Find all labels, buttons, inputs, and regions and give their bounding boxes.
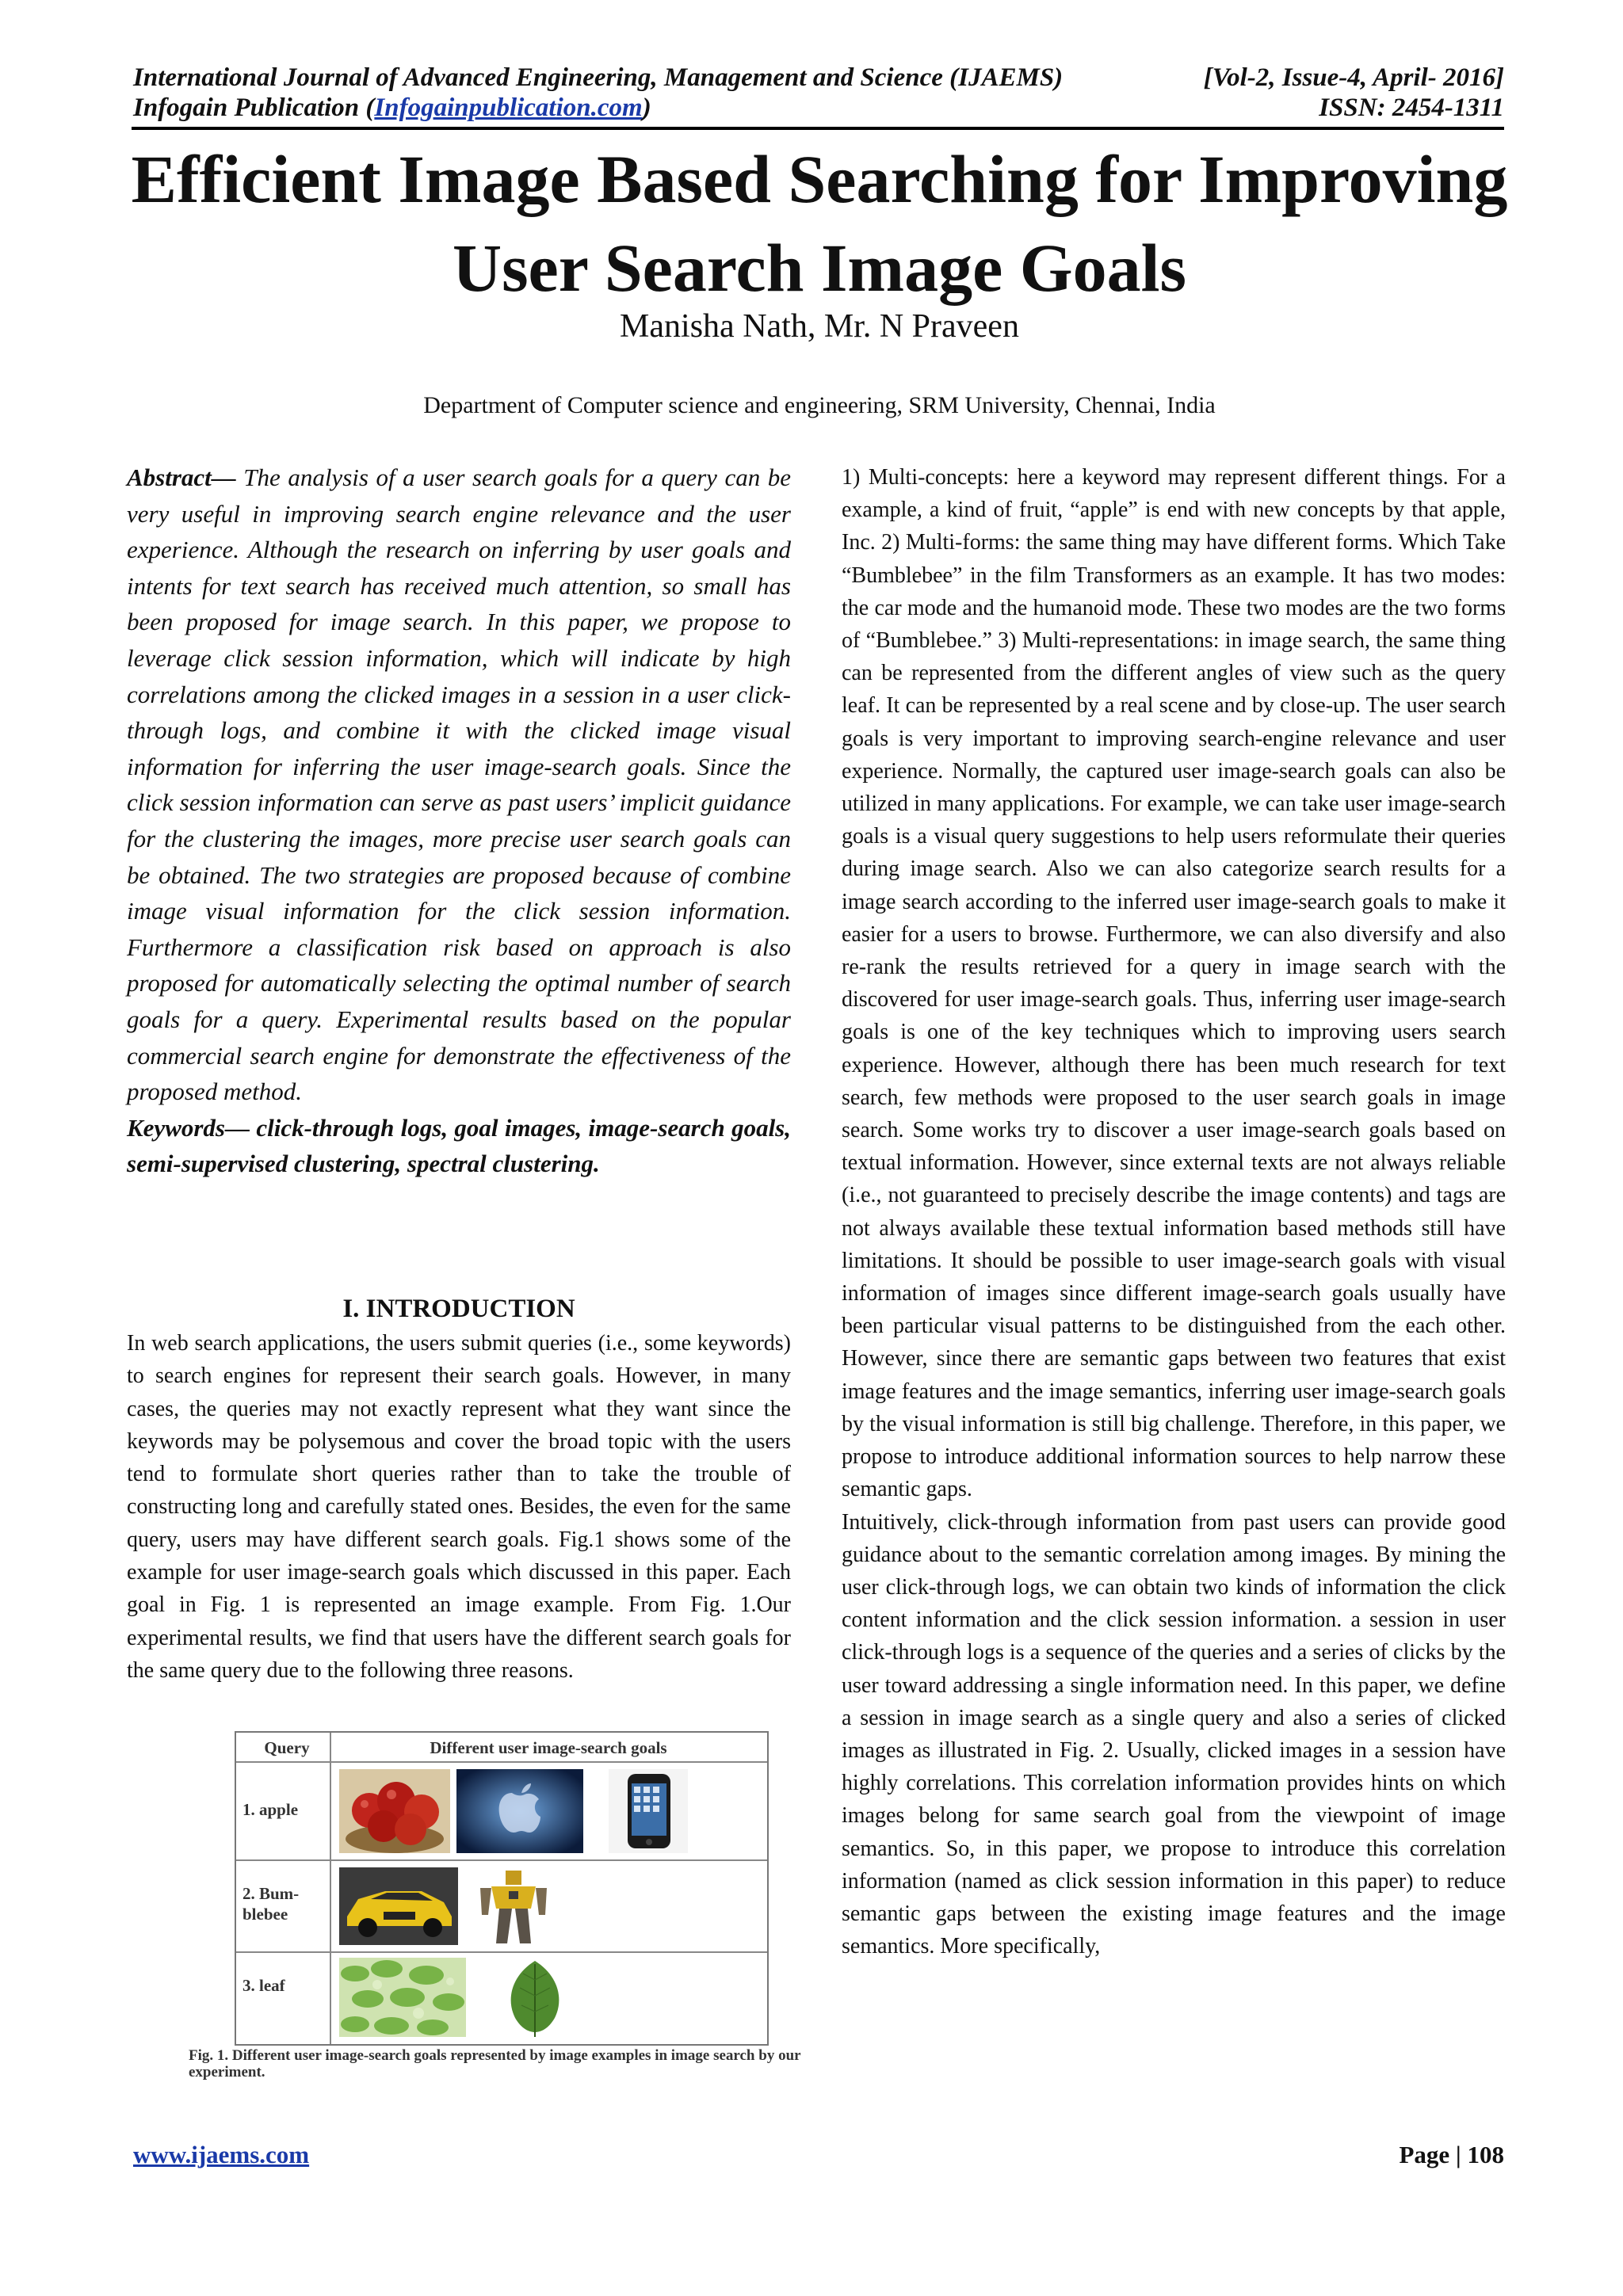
figure-col-query: Query (264, 1738, 310, 1757)
single-leaf-image (491, 1956, 579, 2039)
figure-col-goals: Different user image-search goals (430, 1738, 667, 1757)
apple-fruit-basket-image (339, 1769, 450, 1853)
running-header-line1 (133, 62, 1504, 93)
publisher-prefix: Infogain Publication ( (133, 93, 375, 122)
running-header-line2 (133, 92, 1504, 124)
figure-row-label: 2. Bum-blebee (242, 1884, 300, 1924)
figure-row-label: 3. leaf (242, 1976, 285, 1995)
publisher-link[interactable]: Infogainpublication.com (374, 93, 643, 122)
keywords: Keywords— click-through logs, goal images, image-search goals, semi-supervised clustering, spectral clustering. (127, 1113, 791, 1178)
figure-row-divider (236, 1761, 767, 1763)
abstract-label: Abstract— (127, 463, 236, 491)
abstract-block (127, 460, 791, 1182)
authors: Manisha Nath, Mr. N Praveen (620, 308, 1019, 345)
figure-column-divider (330, 1733, 331, 2044)
publisher (133, 92, 651, 124)
iphone-image (609, 1769, 688, 1853)
right-paragraph-1: 1) Multi-concepts: here a keyword may represent different things. For a example, a kind of fruit, “apple” is end with new concepts by that apple, Inc. 2) Multi-forms: the same thing may have different forms. Which Take “Bumblebee” in the film Transformers as an example. It has two modes: the car mode and the humanoid mode. These two modes are the two forms of “Bumblebee.” 3) Multi-representations: in image search, the same thing can be represented from the different angles of view such as the query leaf. It can be represented by a real scene and by close-up. The user search goals is very important to improving search-engine relevance and user experience. Normally, the captured user image-search goals can also be utilized in many applications. For example, we can take user image-search goals is a visual query suggestions to help users reformulate their queries during image search. Also we can also categorize search results for a image search according to the inferred user image-search goals to make it easier for a users to browse. Furthermore, we can also diversify and also re-rank the results retrieved for a query in image search with the discovered for user image-search goals. Thus, inferring user image-search goals is one of the key techniques which to improving users search experience. However, although there has been much research for text search, few methods were proposed to the user search goals in image search. Some works try to discover a user image-search goals based on textual information. However, since external texts are not always reliable (i.e., not guaranteed to precisely describe the image contents) and tags are not always available these textual information based methods still have limitations. It should be possible to user image-search goals with visual information of images since different image-search goals usually have been particular visual patterns to be distinguished from the each other. However, since there are semantic gaps between two features that exist image features and the image semantics, inferring user image-search goals by the visual information is still big challenge. Therefore, in this paper, we propose to introduce additional information sources to help narrow these semantic gaps. (842, 465, 1506, 1502)
figure-row-label: 1. apple (242, 1800, 299, 1819)
page-number: Page | 108 (1399, 2141, 1504, 2168)
journal-website-link[interactable]: www.ijaems.com (133, 2141, 310, 2168)
affiliation: Department of Computer science and engineering, SRM University, Chennai, India (423, 392, 1216, 418)
volume-info: [Vol-2, Issue-4, April- 2016] (1203, 63, 1504, 92)
issn: ISSN: 2454-1311 (1319, 93, 1504, 122)
figure-row-divider (236, 1951, 767, 1953)
header-rule (132, 127, 1504, 130)
right-paragraph-2: Intuitively, click-through information from past users can provide good guidance about to the semantic correlation among images. By mining the user click-through logs, we can obtain two kinds of information the click content information and the click session information. a session in user click-through logs is a sequence of the queries and a series of clicks by the user toward addressing a single information need. In this paper, we define a session in image search as a single query and also a series of clicked images as illustrated in Fig. 2. Usually, clicked images in a session have highly correlations. This correlation information provides hints on which images belong for same search goal from the viewpoint of image semantics. So, in this paper, we propose to introduce this correlation information (named as click session information in this paper) to reduce semantic gaps between the existing image features and the image semantics. More specifically, (842, 1509, 1506, 1959)
introduction-text: In web search applications, the users submit queries (i.e., some keywords) to search engines for represent their search goals. However, in many cases, the queries may not exactly represent what they want since the keywords may be polysemous and cover the broad topic with the users tend to formulate short queries rather than to take the trouble of constructing long and carefully stated ones. Besides, the even for the same query, users may have different search goals. Fig.1 shows some of the example for user image-search goals which discussed in this paper. Each goal in Fig. 1 is represented an image example. From Fig. 1.Our experimental results, we find that users have the different search goals for the same query due to the following three reasons. (127, 1331, 791, 1683)
right-column-text (842, 461, 1506, 1962)
footer-url (133, 2139, 309, 2171)
figure-row-divider (236, 1859, 767, 1861)
publisher-suffix: ) (642, 93, 651, 122)
abstract (127, 460, 791, 1110)
title-line-1: Efficient Image Based Searching for Improving (131, 141, 1508, 217)
abstract-text: The analysis of a user search goals for a query can be very useful in improving search engine relevance and the user experience. Although the research on inferring by user goals and intents for text search has received much attention, so small has been proposed for image search. In this paper, we propose to leverage click session information, which will indicate by high correlations among the clicked images in a session in a user click-through logs, and combine it with the clicked image visual information for inferring the user image-search goals. Since the click session information can serve as past users’ implicit guidance for the clustering the images, more precise user search goals can be obtained. The two strategies are proposed because of combine image visual information for the click session information. Furthermore a classification risk based on approach is also proposed for automatically selecting the optimal number of search goals for a query. Experimental results based on the popular commercial search engine for demonstrate the effectiveness of the proposed method. (127, 463, 791, 1106)
transformer-robot-image (474, 1864, 553, 1948)
journal-name: International Journal of Advanced Engineering, Management and Science (IJAEMS) (133, 63, 1064, 92)
figure-1-caption: Fig. 1. Different user image-search goals represented by image examples in image search by our experiment. (189, 2047, 801, 2081)
title-line-2: User Search Image Goals (452, 230, 1186, 306)
paper-title (95, 135, 1544, 312)
green-leaves-image (339, 1958, 466, 2037)
apple-mac-logo-image (456, 1769, 583, 1853)
yellow-car-image (339, 1867, 458, 1945)
section-heading-introduction: I. INTRODUCTION (342, 1295, 575, 1323)
figure-1 (235, 1731, 769, 2046)
